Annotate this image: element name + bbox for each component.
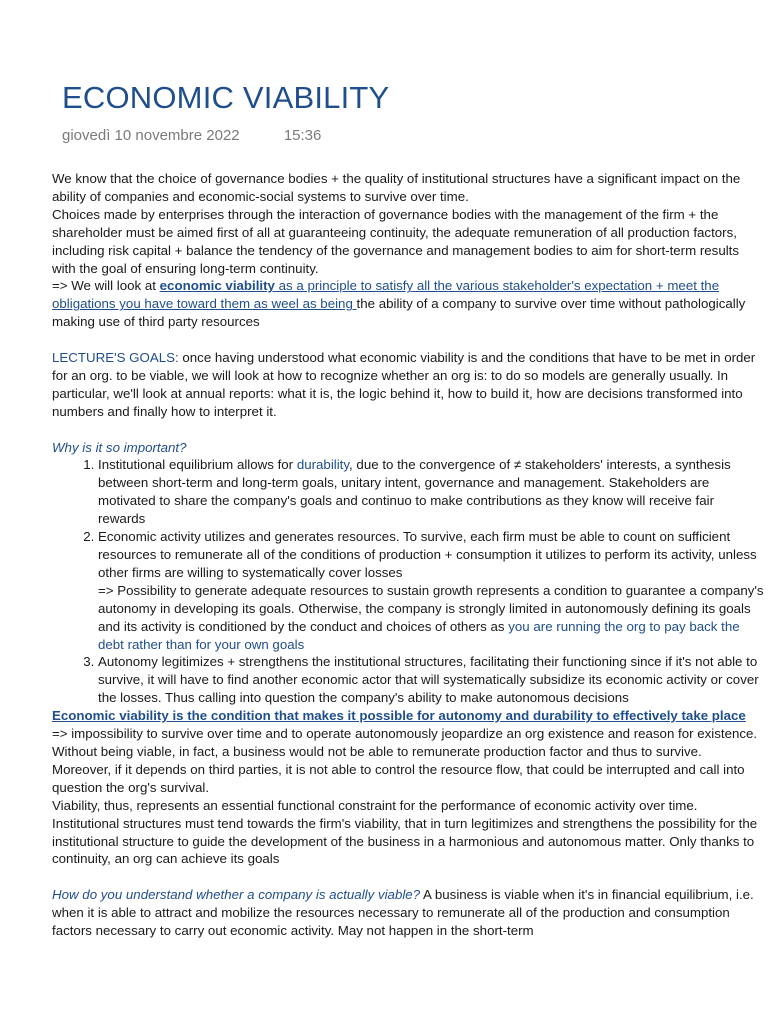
item-1-pre: Institutional equilibrium allows for <box>98 457 297 473</box>
note-timestamp <box>62 127 321 144</box>
why-important-heading: Why is it so important? <box>52 439 187 455</box>
note-body[interactable] <box>52 170 764 940</box>
item-2-text: Economic activity utilizes and generates resources. To survive, each firm must be able to count on sufficient resources to remunerate all of the conditions of production + consumption it utilizes to perform its activity, unless other firms are willing to systematically cover losses <box>98 529 757 580</box>
page-title: ECONOMIC VIABILITY <box>62 80 390 115</box>
list-item <box>98 653 764 707</box>
condition-headline-link[interactable]: Economic viability is the condition that makes it possible for autonomy and durability to effectively take place <box>52 708 746 724</box>
condition-paragraph-1: => impossibility to survive over time and to operate autonomously jeopardize an org existence and reason for existence. Without being viable, in fact, a business would not be able to remunerate production factor and thus to survive. Moreover, if it depends on third parties, it is not able to control the resource flow, that could be interrupted and call into question the org's survival. <box>52 726 758 795</box>
principle-link[interactable]: as a principle to satisfy all the various stakeholder's expectation + meet the obligations you have toward them as weel as being <box>52 278 720 312</box>
viability-question: How do you understand whether a company is actually viable? <box>52 887 421 903</box>
item-1-post: , due to the convergence of ≠ stakeholders' interests, a synthesis between short-term and long-term goals, unitary intent, governance and management. Stakeholders are motivated to share the company's goals and continuo to make contributions as they know will receive fair rewards <box>98 457 731 527</box>
lecture-goals-label: LECTURE'S GOALS: <box>52 350 179 366</box>
intro-paragraph-3 <box>52 277 764 331</box>
durability-keyword: durability <box>296 457 350 473</box>
viability-paragraph <box>52 886 764 940</box>
lecture-goals-text: once having understood what economic viability is and the conditions that have to be met in order for an org. to be viable, we will look at how to recognize whether an org is: to do so models are generally usually. In particular, we'll look at annual reports: what it is, the logic behind it, how to build it, how are decisions transformed into numbers and finally how to interpret it. <box>52 350 756 419</box>
intro-p3-prefix: => We will look at <box>52 278 160 294</box>
lecture-goals-paragraph <box>52 349 764 421</box>
note-date: giovedì 10 novembre 2022 <box>62 127 240 144</box>
intro-paragraph-1: We know that the choice of governance bodies + the quality of institutional structures have a significant impact on the ability of companies and economic-social systems to survive over time. <box>52 171 741 204</box>
item-3-text: Autonomy legitimizes + strengthens the institutional structures, facilitating their functioning since if it's not able to survive, it will have to find another economic actor that will systematically subsidize its economic activity or cover the losses. Thus calling into question the company's ability to make autonomous decisions <box>98 654 759 706</box>
note-time: 15:36 <box>283 127 322 144</box>
item-2-sub: => Possibility to generate adequate resources to sustain growth represents a condition to guarantee a company's autonomy in developing its goals. Otherwise, the company is strongly limited in autonomously defining its goals and its activity is conditioned by the conduct and choices of others as <box>98 582 764 634</box>
importance-list <box>52 456 764 707</box>
list-item <box>98 456 764 528</box>
viability-answer: A business is viable when it's in financial equilibrium, i.e. when it is able to attract and mobilize the resources necessary to remunerate all of the production and consumption factors necessary to carry out economic activity. May not happen in the short-term <box>52 887 754 939</box>
item-2-highlight: you are running the org to pay back the debt rather than for your own goals <box>98 618 740 652</box>
condition-paragraph-2: Viability, thus, represents an essential functional constraint for the performance of economic activity over time. Institutional structures must tend towards the firm's viability, that in turn legitimizes and strengthens the possibility for the institutional structure to guide the development of the business in a harmonious and autonomous matter. Only thanks to continuity, an org can achieve its goals <box>52 797 758 867</box>
list-item <box>98 528 764 653</box>
intro-p3-suffix: the ability of a company to survive over time without pathologically making use of third party resources <box>52 296 746 330</box>
economic-viability-link[interactable]: economic viability <box>159 278 275 294</box>
intro-paragraph-2: Choices made by enterprises through the interaction of governance bodies with the management of the firm + the shareholder must be aimed first of all at guaranteeing continuity, the adequate remuneration of all production factors, including risk capital + balance the tendency of the governance and management bodies to aim for short-term results with the goal of ensuring long-term continuity. <box>52 206 740 276</box>
